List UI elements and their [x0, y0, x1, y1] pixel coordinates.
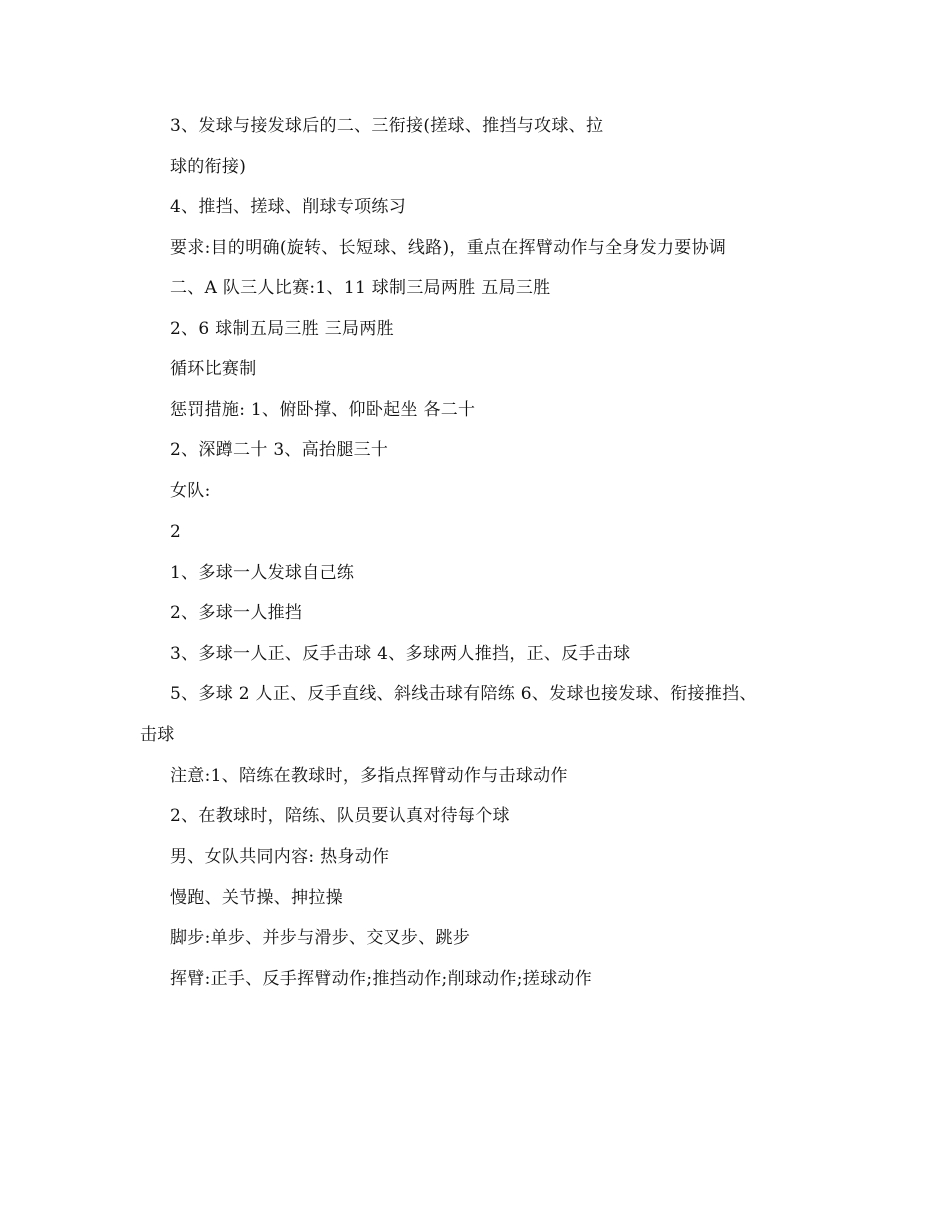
text-line-15: 5、多球 2 人正、反手直线、斜线击球有陪练 6、发球也接发球、衔接推挡、: [170, 684, 757, 704]
text-line-16: 击球: [140, 725, 175, 745]
text-line-17: 注意:1、陪练在教球时，多指点挥臂动作与击球动作: [170, 766, 568, 786]
text-line-21: 脚步:单步、并步与滑步、交叉步、跳步: [170, 928, 471, 948]
text-line-11: 2: [170, 522, 182, 542]
text-line-22: 挥臂:正手、反手挥臂动作;推挡动作;削球动作;搓球动作: [170, 969, 593, 989]
text-line-13: 2、多球一人推挡: [170, 603, 303, 623]
text-line-9: 2、深蹲二十 3、高抬腿三十: [170, 440, 389, 460]
text-line-4: 要求:目的明确(旋转、长短球、线路)，重点在挥臂动作与全身发力要协调: [170, 238, 727, 258]
text-line-7: 循环比赛制: [170, 359, 257, 379]
text-line-14: 3、多球一人正、反手击球 4、多球两人推挡，正、反手击球: [170, 644, 631, 664]
text-line-10: 女队:: [170, 481, 211, 501]
text-line-8: 惩罚措施: 1、俯卧撑、仰卧起坐 各二十: [170, 400, 476, 420]
text-line-3: 4、推挡、搓球、削球专项练习: [170, 197, 407, 217]
text-line-20: 慢跑、关节操、抻拉操: [170, 888, 343, 908]
text-line-5: 二、A 队三人比赛:1、11 球制三局两胜 五局三胜: [170, 278, 551, 298]
text-line-19: 男、女队共同内容: 热身动作: [170, 847, 390, 867]
text-line-18: 2、在教球时，陪练、队员要认真对待每个球: [170, 806, 510, 826]
text-line-6: 2、6 球制五局三胜 三局两胜: [170, 319, 394, 339]
text-line-2: 球的衔接): [170, 157, 247, 177]
text-line-12: 1、多球一人发球自己练: [170, 563, 355, 583]
text-line-1: 3、发球与接发球后的二、三衔接(搓球、推挡与攻球、拉: [170, 116, 604, 136]
